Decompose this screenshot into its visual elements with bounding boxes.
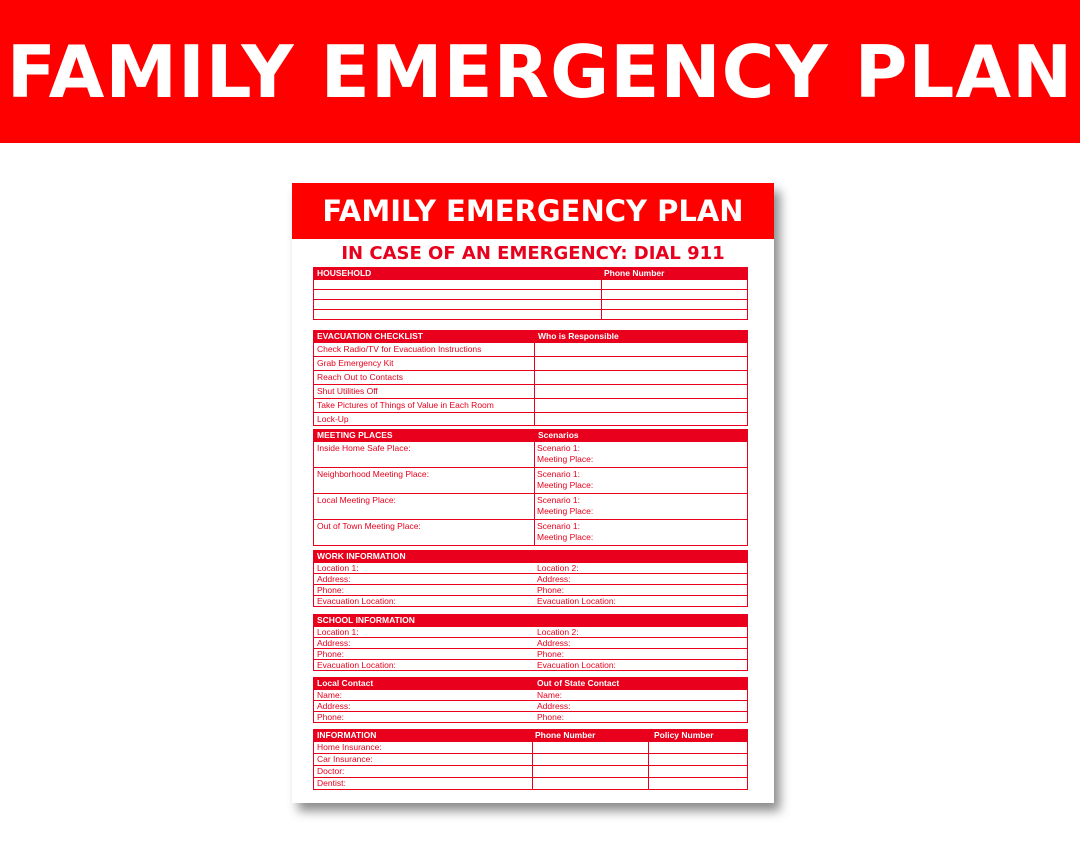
school-row[interactable] xyxy=(314,659,747,670)
banner-title: FAMILY EMERGENCY PLAN xyxy=(6,29,1074,114)
household-row[interactable] xyxy=(314,309,747,319)
contact-field-right: Name: xyxy=(537,690,563,700)
information-label: Doctor: xyxy=(317,766,345,776)
work-field-right: Location 2: xyxy=(537,563,579,573)
work-field-right: Phone: xyxy=(537,585,564,595)
information-label: Dentist: xyxy=(317,778,346,788)
school-field-left: Location 1: xyxy=(317,627,359,637)
checklist-row[interactable] xyxy=(314,342,747,356)
checklist-row[interactable] xyxy=(314,384,747,398)
household-phone-heading: Phone Number xyxy=(604,268,665,278)
information-row[interactable] xyxy=(314,741,747,753)
contact-row[interactable] xyxy=(314,689,747,700)
meeting-place-sublabel: Meeting Place: xyxy=(537,532,594,542)
meeting-header xyxy=(314,430,747,441)
meeting-section xyxy=(313,429,748,546)
school-field-right: Address: xyxy=(537,638,571,648)
contact-field-left: Address: xyxy=(317,701,351,711)
information-row[interactable] xyxy=(314,765,747,777)
school-header xyxy=(314,615,747,626)
household-divider xyxy=(601,279,602,319)
meeting-heading: MEETING PLACES xyxy=(317,430,393,440)
evacuation-divider xyxy=(534,342,535,425)
meeting-place-sublabel: Meeting Place: xyxy=(537,506,594,516)
meeting-place-sublabel: Meeting Place: xyxy=(537,454,594,464)
scenario-label: Scenario 1: xyxy=(537,495,580,505)
school-field-left: Phone: xyxy=(317,649,344,659)
scenario-label: Scenario 1: xyxy=(537,469,580,479)
meeting-place-label: Out of Town Meeting Place: xyxy=(317,521,421,531)
school-row[interactable] xyxy=(314,637,747,648)
household-row[interactable] xyxy=(314,279,747,289)
contact-header xyxy=(314,678,747,689)
school-field-left: Evacuation Location: xyxy=(317,660,396,670)
work-field-left: Evacuation Location: xyxy=(317,596,396,606)
information-row[interactable] xyxy=(314,753,747,765)
school-heading: SCHOOL INFORMATION xyxy=(317,615,415,625)
information-header xyxy=(314,730,747,741)
work-field-left: Address: xyxy=(317,574,351,584)
scenario-label: Scenario 1: xyxy=(537,443,580,453)
information-divider xyxy=(648,741,649,789)
meeting-row[interactable] xyxy=(314,441,747,467)
sheet-title: FAMILY EMERGENCY PLAN xyxy=(322,194,744,228)
work-row[interactable] xyxy=(314,573,747,584)
information-phone-heading: Phone Number xyxy=(535,730,596,740)
work-field-left: Location 1: xyxy=(317,563,359,573)
information-row[interactable] xyxy=(314,777,747,789)
out-of-state-contact-heading: Out of State Contact xyxy=(537,678,620,688)
information-label: Home Insurance: xyxy=(317,742,382,752)
meeting-row[interactable] xyxy=(314,467,747,493)
work-field-right: Address: xyxy=(537,574,571,584)
meeting-row[interactable] xyxy=(314,493,747,519)
information-label: Car Insurance: xyxy=(317,754,373,764)
work-field-left: Phone: xyxy=(317,585,344,595)
scenario-label: Scenario 1: xyxy=(537,521,580,531)
information-section xyxy=(313,729,748,790)
school-row[interactable] xyxy=(314,626,747,637)
meeting-place-sublabel: Meeting Place: xyxy=(537,480,594,490)
household-row[interactable] xyxy=(314,289,747,299)
checklist-item: Grab Emergency Kit xyxy=(317,358,394,368)
contact-field-right: Address: xyxy=(537,701,571,711)
top-banner xyxy=(0,0,1080,143)
checklist-row[interactable] xyxy=(314,356,747,370)
work-header xyxy=(314,551,747,562)
evacuation-heading: EVACUATION CHECKLIST xyxy=(317,331,423,341)
contact-field-right: Phone: xyxy=(537,712,564,722)
checklist-row[interactable] xyxy=(314,398,747,412)
meeting-place-label: Inside Home Safe Place: xyxy=(317,443,411,453)
meeting-divider xyxy=(534,441,535,545)
information-divider xyxy=(532,741,533,789)
policy-number-heading: Policy Number xyxy=(654,730,714,740)
contact-row[interactable] xyxy=(314,711,747,722)
evacuation-header xyxy=(314,331,747,342)
contact-section xyxy=(313,677,748,723)
meeting-place-label: Local Meeting Place: xyxy=(317,495,396,505)
contact-row[interactable] xyxy=(314,700,747,711)
school-field-right: Evacuation Location: xyxy=(537,660,616,670)
household-header xyxy=(314,268,747,279)
checklist-row[interactable] xyxy=(314,370,747,384)
contact-field-left: Phone: xyxy=(317,712,344,722)
school-field-left: Address: xyxy=(317,638,351,648)
work-heading: WORK INFORMATION xyxy=(317,551,406,561)
checklist-item: Shut Utilities Off xyxy=(317,386,378,396)
checklist-item: Take Pictures of Things of Value in Each Room xyxy=(317,400,494,410)
sheet-header xyxy=(292,183,774,239)
work-section xyxy=(313,550,748,607)
meeting-row[interactable] xyxy=(314,519,747,545)
work-field-right: Evacuation Location: xyxy=(537,596,616,606)
checklist-item: Lock-Up xyxy=(317,414,349,424)
work-row[interactable] xyxy=(314,562,747,573)
work-row[interactable] xyxy=(314,595,747,606)
emergency-line: IN CASE OF AN EMERGENCY: DIAL 911 xyxy=(341,243,725,264)
school-row[interactable] xyxy=(314,648,747,659)
checklist-row[interactable] xyxy=(314,412,747,425)
meeting-place-label: Neighborhood Meeting Place: xyxy=(317,469,429,479)
evacuation-section xyxy=(313,330,748,426)
school-section xyxy=(313,614,748,671)
contact-field-left: Name: xyxy=(317,690,343,700)
household-row[interactable] xyxy=(314,299,747,309)
checklist-item: Check Radio/TV for Evacuation Instructions xyxy=(317,344,482,354)
household-section xyxy=(313,267,748,320)
information-heading: INFORMATION xyxy=(317,730,377,740)
school-field-right: Phone: xyxy=(537,649,564,659)
checklist-item: Reach Out to Contacts xyxy=(317,372,403,382)
work-row[interactable] xyxy=(314,584,747,595)
scenarios-heading: Scenarios xyxy=(538,430,579,440)
evacuation-responsible-heading: Who is Responsible xyxy=(538,331,619,341)
household-heading: HOUSEHOLD xyxy=(317,268,372,278)
school-field-right: Location 2: xyxy=(537,627,579,637)
local-contact-heading: Local Contact xyxy=(317,678,374,688)
form-sheet xyxy=(292,183,774,803)
